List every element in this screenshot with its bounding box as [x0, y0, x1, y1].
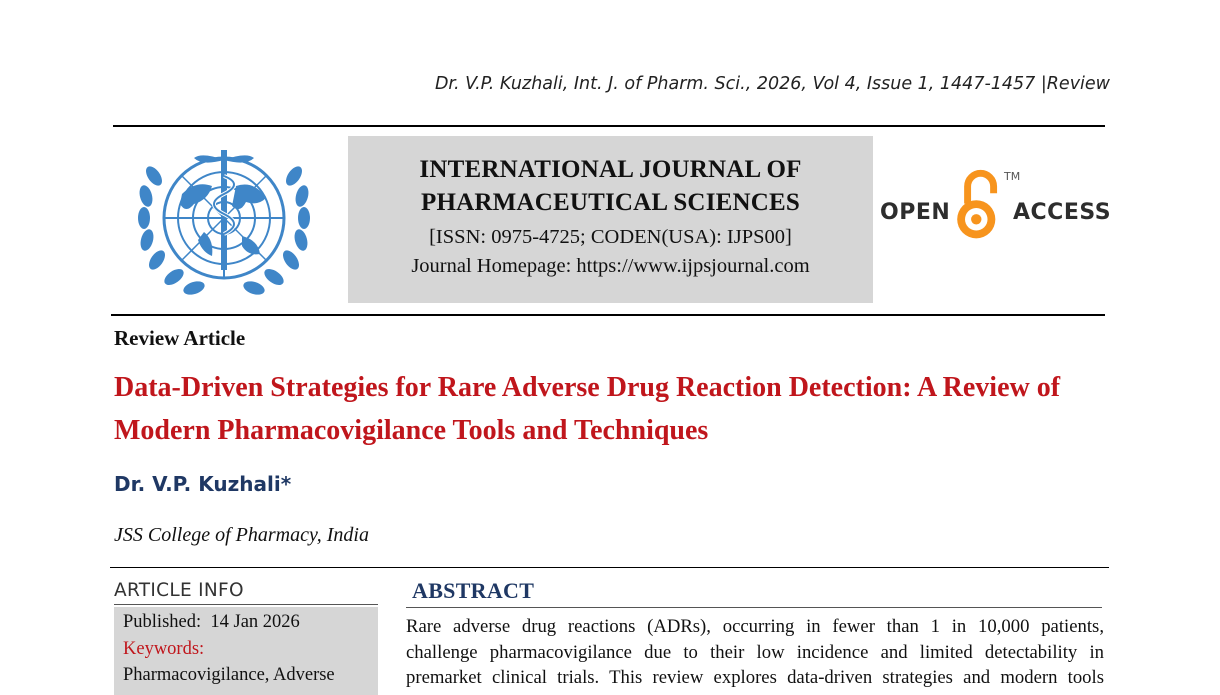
affiliation-rule: [110, 567, 1109, 568]
author-name[interactable]: Dr. V.P. Kuzhali*: [114, 472, 292, 496]
open-access-trademark: TM: [1004, 170, 1021, 183]
abstract-line: premarket clinical trials. This review explores data-driven strategies and modern tools: [406, 667, 1104, 688]
journal-name-line2: PHARMACEUTICAL SCIENCES: [421, 189, 800, 216]
abstract-rule: [406, 607, 1102, 608]
article-info-heading: ARTICLE INFO: [114, 580, 244, 601]
article-info-rule: [114, 604, 378, 605]
open-lock-icon: [952, 166, 1004, 250]
top-rule: [113, 125, 1105, 127]
un-emblem-caduceus-icon: [124, 136, 324, 306]
running-head: Dr. V.P. Kuzhali, Int. J. of Pharm. Sci., 2026, Vol 4, Issue 1, 1447-1457 |Review: [434, 74, 1110, 94]
published-row: [123, 612, 300, 633]
abstract-heading: ABSTRACT: [412, 578, 535, 603]
keywords-label: Keywords:: [123, 639, 205, 659]
abstract-body: [406, 614, 1104, 691]
open-access-word-open: OPEN: [880, 200, 951, 225]
journal-name-line1: INTERNATIONAL JOURNAL OF: [419, 156, 802, 183]
abstract-line: challenge pharmacovigilance due to their low incidence and limited detectability in: [406, 641, 1104, 663]
published-label: Published:: [123, 612, 202, 632]
journal-issn: [ISSN: 0975-4725; CODEN(USA): IJPS00]: [429, 226, 792, 248]
article-type: Review Article: [114, 326, 246, 350]
article-info-box: [114, 607, 378, 695]
keywords-value: Pharmacovigilance, Adverse: [123, 665, 335, 685]
header-bottom-rule: [111, 314, 1105, 316]
published-date: 14 Jan 2026: [210, 612, 300, 632]
abstract-line: Rare adverse drug reactions (ADRs), occurring in fewer than 1 in 10,000 patients,: [406, 616, 1104, 637]
journal-homepage[interactable]: Journal Homepage: https://www.ijpsjournal.com: [411, 255, 810, 277]
open-access-word-access: ACCESS: [1013, 200, 1112, 225]
journal-banner: [348, 136, 873, 303]
author-affiliation: JSS College of Pharmacy, India: [114, 524, 369, 546]
open-access-logo: [880, 166, 1110, 256]
article-title: Data-Driven Strategies for Rare Adverse Drug Reaction Detection: A Review of Modern Pharmacovigilance Tools and Techniques: [114, 372, 1061, 446]
